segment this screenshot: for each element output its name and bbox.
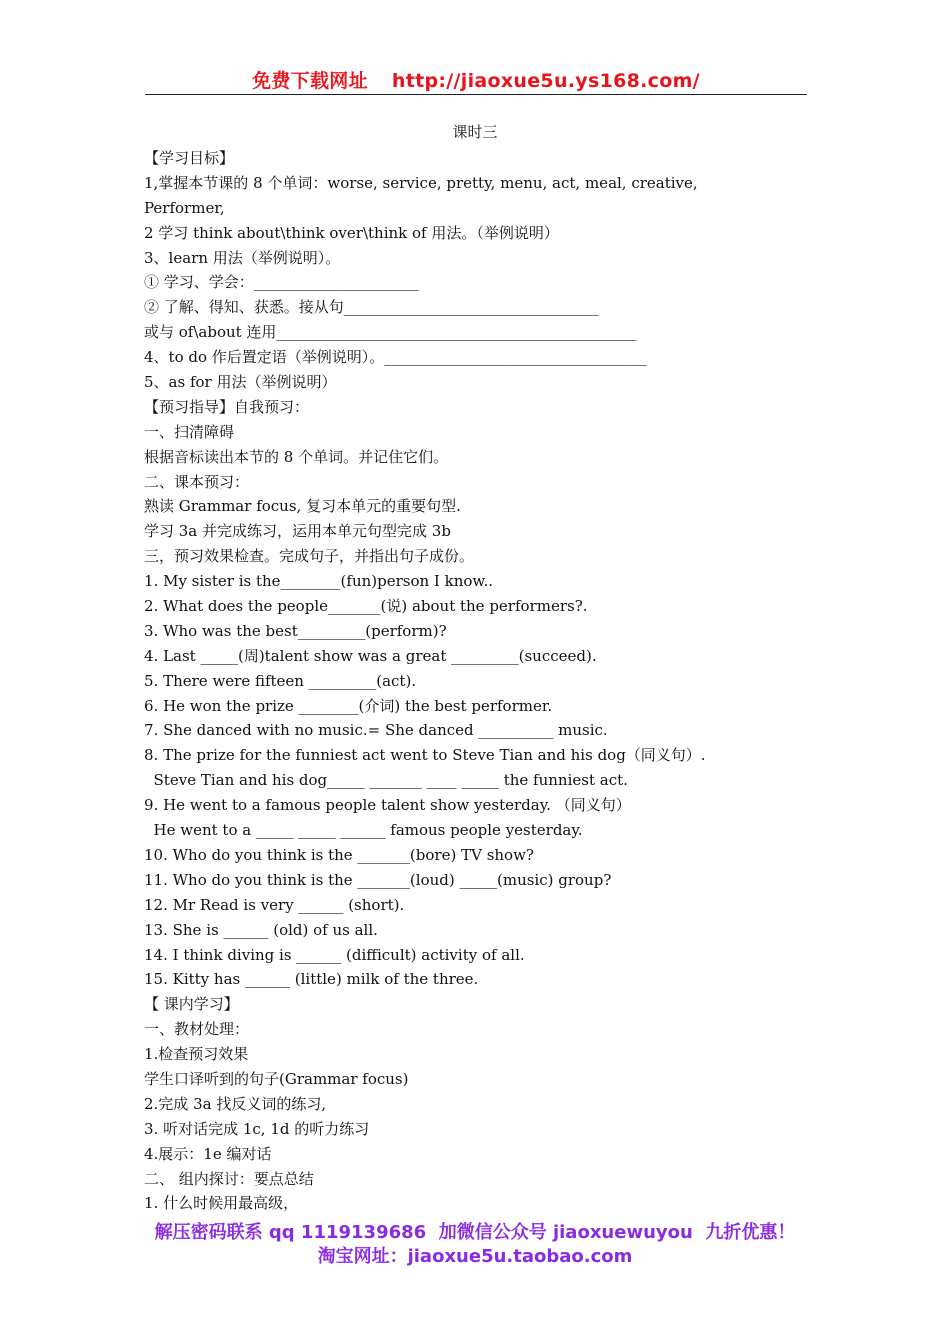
download-label: 免费下载网址 — [252, 70, 368, 92]
goal-line: ① 学习、学会：______________________ — [144, 273, 419, 292]
goal-line: 3、learn 用法（举例说明）。 — [144, 248, 341, 267]
exercise-item: 10. Who do you think is the _______(bore) TV show? — [144, 845, 534, 864]
section-heading-goals: 【学习目标】 — [144, 149, 235, 167]
preview-line: 根据音标读出本节的 8 个单词。并记住它们。 — [144, 447, 449, 466]
goal-line: 4、to do 作后置定语（举例说明）。___________________________________ — [144, 348, 647, 367]
exercise-item: 8. The prize for the funniest act went to Steve Tian and his dog（同义句）. — [144, 746, 706, 765]
in-class-line: 1.检查预习效果 — [144, 1045, 249, 1064]
document-body — [144, 146, 824, 1216]
lesson-title: 课时三 — [452, 123, 498, 141]
section-heading-preview: 【预习指导】自我预习： — [144, 397, 310, 416]
exercise-item: 5. There were fifteen _________(act). — [144, 671, 417, 690]
section-heading-in-class: 【 课内学习】 — [144, 995, 239, 1014]
goal-line: 2 学习 think about\think over\think of 用法。（举例说明） — [144, 223, 559, 242]
footer-contact: 解压密码联系 qq 1119139686 加微信公众号 jiaoxuewuyou 九折优惠！ — [154, 1222, 796, 1243]
download-url-link[interactable]: http://jiaoxue5u.ys168.com/ — [391, 70, 700, 92]
exercise-item: He went to a _____ _____ ______ famous people yesterday. — [144, 821, 583, 840]
exercise-item: 12. Mr Read is very ______ (short). — [144, 895, 405, 914]
exercise-item: 1. My sister is the________(fun)person I know.. — [144, 572, 493, 591]
goal-line: 1,掌握本节课的 8 个单词：worse, service, pretty, menu, act, meal, creative, — [144, 173, 698, 192]
preview-line: 三，预习效果检查。完成句子，并指出句子成份。 — [144, 547, 475, 566]
exercise-item: 15. Kitty has ______ (little) milk of the three. — [144, 970, 479, 989]
in-class-line: 一、教材处理： — [144, 1020, 250, 1039]
exercise-item: 6. He won the prize ________(介词) the best performer. — [144, 696, 553, 715]
download-banner — [145, 66, 807, 95]
footer-taobao-link[interactable]: 淘宝网址：jiaoxue5u.taobao.com — [317, 1246, 633, 1267]
exercise-item: 13. She is ______ (old) of us all. — [144, 920, 378, 939]
in-class-line: 2.完成 3a 找反义词的练习, — [144, 1094, 327, 1113]
in-class-line: 学生口译听到的句子(Grammar focus) — [144, 1069, 409, 1088]
exercise-item: 11. Who do you think is the _______(loud) _____(music) group? — [144, 870, 612, 889]
goal-line: ② 了解、得知、获悉。接从句__________________________________ — [144, 298, 599, 317]
goal-line: 5、as for 用法（举例说明） — [144, 373, 337, 392]
exercise-item: 7. She danced with no music.= She danced __________ music. — [144, 721, 608, 740]
in-class-line: 3. 听对话完成 1c, 1d 的听力练习 — [144, 1119, 370, 1138]
preview-line: 熟读 Grammar focus, 复习本单元的重要句型. — [144, 497, 461, 516]
exercise-item: 2. What does the people_______(说) about the performers?. — [144, 597, 588, 616]
exercise-item: 9. He went to a famous people talent show yesterday. （同义句） — [144, 796, 631, 815]
in-class-line: 1. 什么时候用最高级， — [144, 1194, 299, 1213]
preview-line: 二、课本预习： — [144, 472, 250, 491]
exercise-item: 3. Who was the best_________(perform)? — [144, 621, 447, 640]
exercise-item: 4. Last _____(周)talent show was a great _________(succeed). — [144, 646, 597, 665]
in-class-line: 二、 组内探讨：要点总结 — [144, 1169, 314, 1188]
preview-line: 一、扫清障碍 — [144, 422, 235, 441]
exercise-item: Steve Tian and his dog_____ _______ ____ _____ the funniest act. — [144, 771, 628, 790]
goal-line: Performer, — [144, 198, 225, 217]
in-class-line: 4.展示：1e 编对话 — [144, 1144, 272, 1163]
exercise-item: 14. I think diving is ______ (difficult) activity of all. — [144, 945, 525, 964]
preview-line: 学习 3a 并完成练习，运用本单元句型完成 3b — [144, 522, 451, 541]
goal-line: 或与 of\about 连用________________________________________________ — [144, 323, 637, 342]
